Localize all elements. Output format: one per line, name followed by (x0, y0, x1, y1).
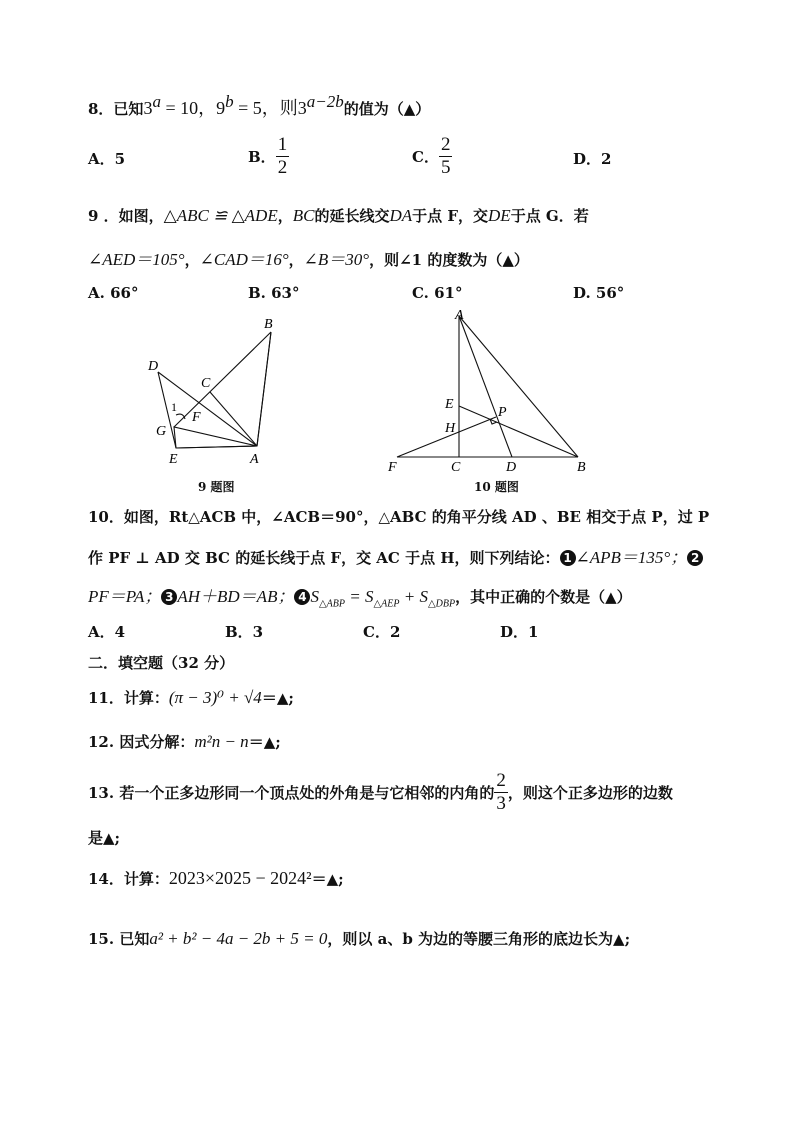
q14-expr: 2023×2025 − 2024² (168, 868, 312, 888)
q8-prefix: 8．已知 (88, 100, 144, 118)
q9-option-d: D. 56° (573, 284, 625, 302)
fig10-eb (459, 406, 578, 457)
question-9-line2: ∠AED＝105°，∠CAD＝16°，∠B＝30°，则∠1 的度数为（▲） (88, 250, 529, 269)
q10-statement-2: PF＝PA； (88, 587, 162, 606)
fig9-label-c: C (201, 376, 211, 391)
q8-option-c: C． $\frac{2}{5}$ (412, 134, 451, 178)
q15-expr: a² + b² − 4a − 2b + 5 = 0 (149, 929, 328, 948)
fig10-label-e: E (445, 397, 454, 412)
q9-bc: BC (292, 206, 315, 225)
q9-de: DE (488, 206, 511, 225)
q10-circle-1: 1 (560, 550, 576, 566)
fig10-ad (459, 316, 512, 457)
fig9-label-d: D (148, 359, 159, 374)
fig9-label-b: B (264, 317, 273, 332)
q8-option-b-fraction: $\frac{1}{2}$ (277, 134, 288, 178)
q10-circle-2: 2 (687, 550, 703, 566)
question-10-line1: 10．如图，Rt△ACB 中，∠ACB＝90°，△ABC 的角平分线 AD 、BE 相交于点 P，过 P (88, 508, 710, 526)
fig10-label-h: H (445, 421, 456, 436)
q9-option-c: C. 61° (412, 284, 463, 302)
question-10-line3: PF＝PA； 3 AH＋BD＝AB； 4 $S_{\triangle ABP} = S_{\triangle AEP} + S_{\triangle DBP}$，其中正确的个数是（▲） (88, 587, 632, 610)
q9-angle-cad: ∠CAD＝16° (199, 250, 289, 269)
q12-expr: m²n − n (194, 732, 249, 751)
fig10-label-p: P (498, 405, 507, 420)
q8-expr1: $3^a = 10$， (143, 92, 217, 118)
q9-angle-b: ∠B＝30° (303, 250, 370, 269)
q10-option-d: D．1 (500, 623, 539, 641)
q8-expr3: $3^{a-2b}$ (297, 92, 344, 118)
fig9-label-e: E (169, 452, 178, 467)
q10-circle-4: 4 (294, 589, 310, 605)
q10-statement-4: $S_{\triangle ABP} = S_{\triangle AEP} + S_{\triangle DBP}$ (310, 587, 456, 610)
question-14: 14．计算：2023×2025 − 2024²＝▲; (88, 868, 344, 888)
fig9-ba (257, 332, 271, 446)
q8-option-d: D．2 (573, 150, 612, 168)
q9-option-b: B. 63° (248, 284, 300, 302)
question-12: 12. 因式分解：m²n − n＝▲; (88, 732, 281, 751)
fig9-label-a: A (250, 452, 259, 467)
question-15: 15. 已知a² + b² − 4a − 2b + 5 = 0，则以 a、b 为边的等腰三角形的底边长为▲; (88, 929, 631, 948)
q8-option-a: A．5 (88, 150, 126, 168)
question-9-line1: 9 ．如图，△ABC ≌ △ADE，BC的延长线交DA于点 F，交DE于点 G．若 (88, 206, 589, 225)
fig9-ca (210, 392, 257, 446)
q10-option-b: B．3 (225, 623, 264, 641)
question-8 (88, 92, 430, 120)
q9-option-a: A. 66° (88, 284, 139, 302)
q9-da: DA (389, 206, 413, 225)
fig9-ea (176, 446, 257, 448)
q10-statement-1: ∠APB＝135°； (575, 548, 688, 567)
q9-angle-aed: ∠AED＝105° (88, 250, 185, 269)
figure-10-caption: 10 题图 (474, 480, 519, 494)
q10-circle-3: 3 (161, 589, 177, 605)
question-13-line1: 13. 若一个正多边形同一个顶点处的外角是与它相邻的内角的 $\frac{2}{3}$ ，则这个正多边形的边数 (88, 770, 673, 814)
q10-statement-3: AH＋BD＝AB； (177, 587, 295, 606)
q8-suffix: 的值为（▲） (343, 100, 431, 118)
question-11: 11．计算：(π − 3)⁰ + √4＝▲; (88, 688, 294, 707)
figure-10 (384, 302, 594, 474)
q9-congruence: △ABC ≌ △ADE (163, 206, 278, 225)
fig10-label-b: B (577, 460, 586, 474)
q8-option-b: B． $\frac{1}{2}$ (248, 134, 288, 178)
figure-9 (140, 312, 300, 472)
q13-fraction: $\frac{2}{3}$ (496, 770, 506, 814)
section-2-title: 二．填空题（32 分） (88, 654, 235, 672)
fig10-label-f: F (388, 460, 397, 474)
q8-expr2: $9^b = 5$，则 (216, 92, 298, 118)
fig9-label-f: F (192, 410, 201, 425)
q11-expr: (π − 3)⁰ + √4 (168, 688, 262, 707)
figure-9-caption: 9 题图 (198, 480, 235, 494)
fig9-edges-1 (174, 332, 271, 448)
q8-option-c-fraction: $\frac{2}{5}$ (440, 134, 451, 178)
question-10-line2: 作 PF ⊥ AD 交 BC 的延长线于点 F，交 AC 于点 H，则下列结论： 1 ∠APB＝135°； 2 (88, 543, 703, 568)
fig9-bc-extended (174, 332, 271, 427)
question-13-line2: 是▲; (88, 829, 121, 847)
q10-option-c: C．2 (363, 623, 401, 641)
fig10-ab (459, 316, 578, 457)
q10-option-a: A．4 (88, 623, 126, 641)
fig9-label-1: 1 (171, 400, 177, 414)
fig10-label-d: D (506, 460, 517, 474)
fig9-label-g: G (156, 424, 167, 439)
fig10-label-c: C (451, 460, 461, 474)
fig10-label-a: A (455, 308, 464, 323)
